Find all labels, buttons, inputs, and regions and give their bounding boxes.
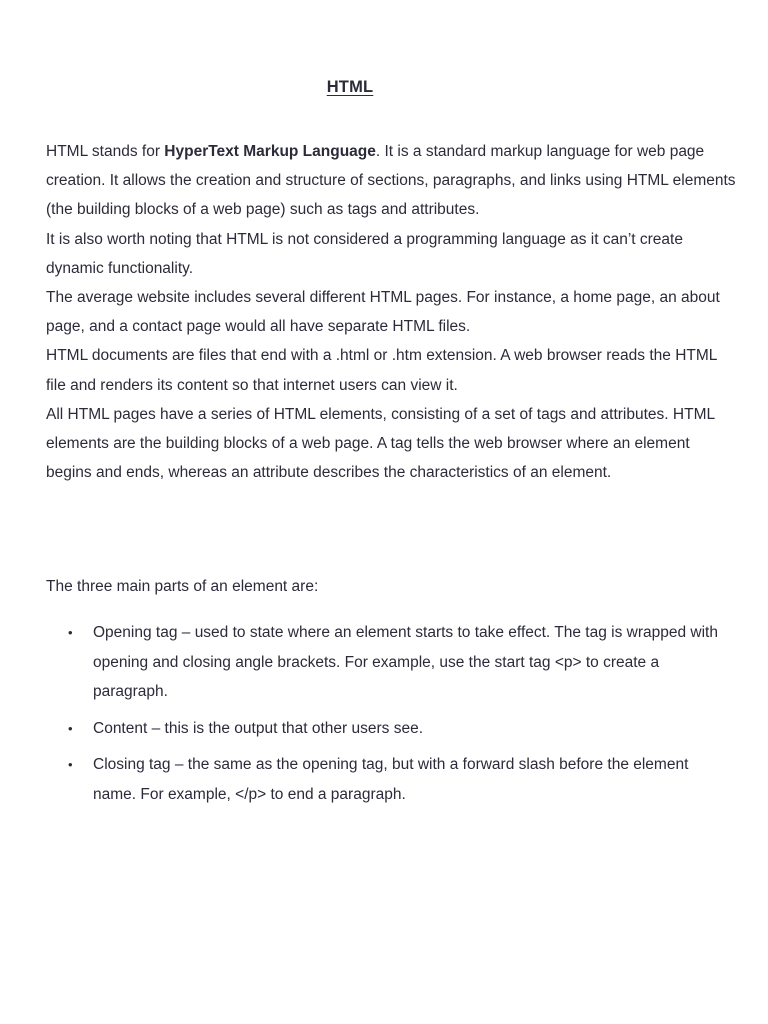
element-parts-list <box>46 618 726 816</box>
bullet-icon: • <box>68 625 73 640</box>
list-item-text: Closing tag – the same as the opening tag, but with a forward slash before the element name. For example, </p> to end a paragraph. <box>93 756 689 803</box>
document-body <box>46 137 736 487</box>
bullet-icon: • <box>68 720 73 736</box>
paragraph-file-extension: HTML documents are files that end with a .html or .htm extension. A web browser reads the HTML file and renders its content so that internet users can view it. <box>46 347 717 394</box>
intro-text-start: HTML stands for <box>46 143 165 160</box>
list-item <box>46 714 726 744</box>
intro-bold-term: HyperText Markup Language <box>164 143 376 160</box>
list-item-text: Opening tag – used to state where an element starts to take effect. The tag is wrapped with opening and closing angle brackets. For example, use the start tag <p> to create a paragraph. <box>93 624 718 700</box>
document-title: HTML <box>326 78 374 96</box>
bullet-icon: • <box>68 757 73 772</box>
list-item-text: Content – this is the output that other users see. <box>93 719 424 737</box>
paragraph-intro <box>46 137 736 225</box>
list-intro: The three main parts of an element are: <box>46 578 319 595</box>
paragraph-programming-note: It is also worth noting that HTML is not considered a programming language as it can’t create dynamic functionality. <box>46 230 683 277</box>
paragraph-website-pages: The average website includes several different HTML pages. For instance, a home page, an about page, and a contact page would all have separate HTML files. <box>46 289 720 336</box>
list-item <box>46 618 726 707</box>
list-item <box>46 750 726 809</box>
intro-text-end: . It is a standard markup language for web page creation. It allows the creation and structure of sections, paragraphs, and links using HTML elements (the building blocks of a web page) such as tags and attributes. <box>46 143 736 219</box>
paragraph-elements: All HTML pages have a series of HTML elements, consisting of a set of tags and attributes. HTML elements are the building blocks of a web page. A tag tells the web browser where an element begins and ends, whereas an attribute describes the characteristics of an element. <box>46 405 715 482</box>
